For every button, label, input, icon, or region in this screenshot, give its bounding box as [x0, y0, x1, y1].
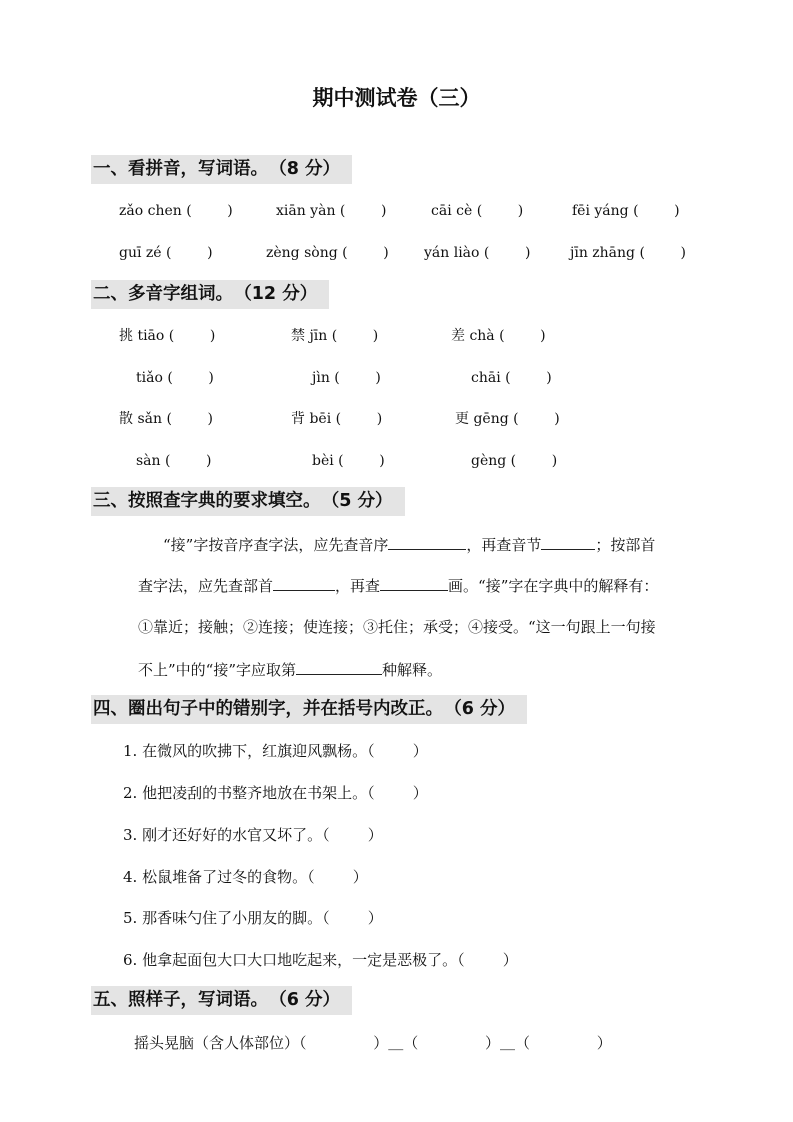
polyphonic-item[interactable]: 挑 tiāo ( ) — [119, 328, 216, 344]
section-2-label: 二、多音字组词。 — [93, 284, 233, 304]
section-4-heading — [91, 695, 527, 724]
dictionary-text: “接”字按音序查字法，应先查音序 — [163, 536, 389, 554]
section-3-label: 三、按照查字典的要求填空。 — [93, 491, 321, 511]
polyphonic-row-2 — [0, 367, 793, 389]
pinyin-row-1 — [0, 200, 793, 222]
section-1-label: 一、看拼音，写词语。 — [93, 159, 268, 179]
section-5-score: （6 分） — [278, 990, 341, 1010]
pinyin-item[interactable]: fēi yáng ( ) — [572, 203, 680, 219]
section-2-heading — [91, 280, 329, 309]
polyphonic-item[interactable]: 更 gēng ( ) — [455, 411, 560, 427]
typo-item-5[interactable]: 5. 那香味勺住了小朋友的脚。（ ） — [123, 909, 383, 927]
polyphonic-item[interactable]: tiǎo ( ) — [136, 370, 214, 386]
pinyin-row-2 — [0, 242, 793, 264]
section-3-heading — [91, 487, 405, 516]
polyphonic-item[interactable]: gèng ( ) — [471, 453, 558, 469]
dictionary-line-3: ①靠近；接触；②连接；使连接；③托住；承受；④接受。“这一句跟上一句接 — [138, 618, 656, 636]
pinyin-item[interactable]: yán liào ( ) — [424, 245, 531, 261]
polyphonic-item[interactable]: sàn ( ) — [136, 453, 212, 469]
answer-blank[interactable] — [541, 533, 595, 550]
pinyin-item[interactable]: jīn zhāng ( ) — [570, 245, 686, 261]
section-5-label: 五、照样子，写词语。 — [93, 990, 268, 1010]
dictionary-text: ，再查 — [335, 577, 381, 595]
polyphonic-item[interactable]: 差 chà ( ) — [451, 328, 546, 344]
section-3-score: （5 分） — [330, 491, 393, 511]
pinyin-item[interactable]: xiān yàn ( ) — [276, 203, 387, 219]
dictionary-text: 不上”中的“接”字应取第 — [138, 661, 297, 679]
typo-item-1[interactable]: 1. 在微风的吹拂下，红旗迎风飘杨。（ ） — [123, 742, 428, 760]
dictionary-line-1 — [163, 533, 655, 556]
polyphonic-row-4 — [0, 450, 793, 472]
page-title: 期中测试卷（三） — [312, 86, 481, 110]
polyphonic-item[interactable]: bèi ( ) — [312, 453, 385, 469]
section-1-heading — [91, 155, 352, 184]
dictionary-text: 查字法，应先查部首 — [138, 577, 274, 595]
section-2-score: （12 分） — [243, 284, 318, 304]
polyphonic-item[interactable]: chāi ( ) — [471, 370, 552, 386]
example-line[interactable]: 摇头晃脑（含人体部位）（ ）＿（ ）＿（ ） — [134, 1034, 612, 1052]
answer-blank[interactable] — [273, 574, 335, 591]
pinyin-item[interactable]: guī zé ( ) — [119, 245, 213, 261]
pinyin-item[interactable]: zǎo chen ( ) — [119, 203, 233, 219]
typo-item-4[interactable]: 4. 松鼠堆备了过冬的食物。（ ） — [123, 868, 368, 886]
dictionary-line-2 — [138, 574, 658, 597]
dictionary-text: ，再查音节 — [466, 536, 542, 554]
section-5-heading — [91, 986, 352, 1015]
typo-item-6[interactable]: 6. 他拿起面包大口大口地吃起来，一定是恶极了。（ ） — [123, 951, 518, 969]
pinyin-item[interactable]: cāi cè ( ) — [431, 203, 524, 219]
typo-item-3[interactable]: 3. 刚才还好好的水官又坏了。（ ） — [123, 826, 383, 844]
section-1-score: （8 分） — [278, 159, 341, 179]
polyphonic-item[interactable]: 散 sǎn ( ) — [119, 411, 213, 427]
answer-blank[interactable] — [296, 658, 382, 675]
dictionary-text: ；按部首 — [595, 536, 656, 554]
dictionary-line-4 — [138, 658, 442, 681]
pinyin-item[interactable]: zèng sòng ( ) — [266, 245, 389, 261]
polyphonic-row-1 — [0, 325, 793, 347]
polyphonic-item[interactable]: 禁 jīn ( ) — [291, 328, 379, 344]
typo-item-2[interactable]: 2. 他把凌刮的书整齐地放在书架上。（ ） — [123, 784, 428, 802]
section-4-score: （6 分） — [453, 699, 516, 719]
polyphonic-row-3 — [0, 408, 793, 430]
polyphonic-item[interactable]: jìn ( ) — [312, 370, 381, 386]
answer-blank[interactable] — [380, 574, 448, 591]
dictionary-text: 画。“接”字在字典中的解释有： — [448, 577, 659, 595]
polyphonic-item[interactable]: 背 bēi ( ) — [291, 411, 383, 427]
dictionary-text: 种解释。 — [382, 661, 443, 679]
answer-blank[interactable] — [388, 533, 466, 550]
section-4-label: 四、圈出句子中的错别字，并在括号内改正。 — [93, 699, 443, 719]
